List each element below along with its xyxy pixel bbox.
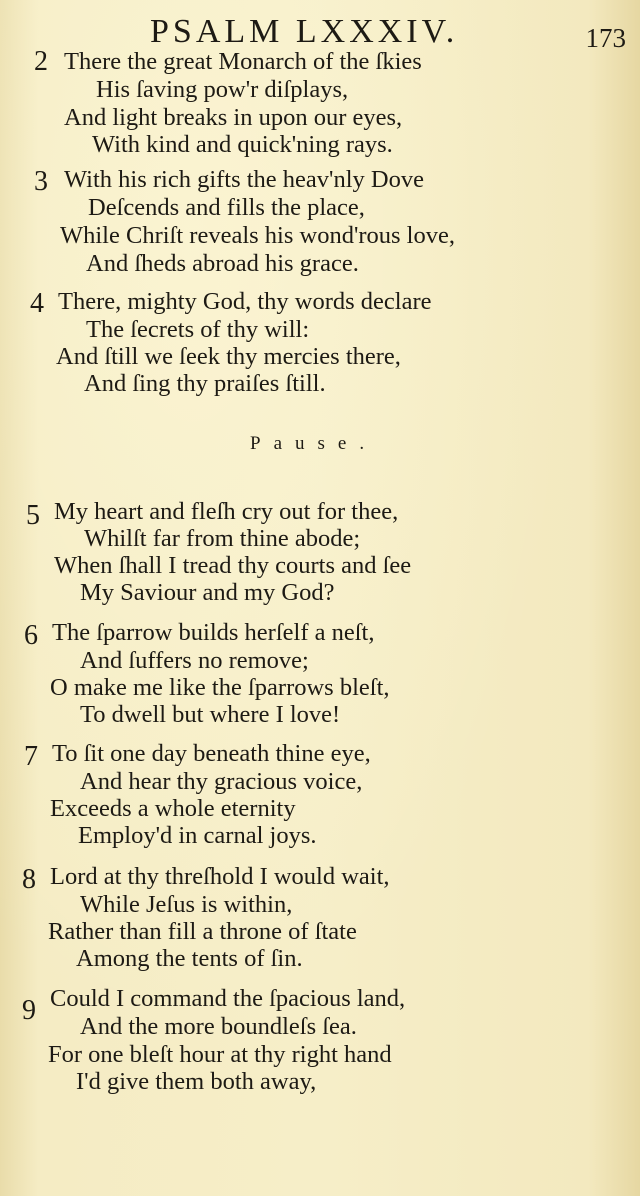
verse-line: With his rich gifts the heav'nly Dove bbox=[64, 166, 424, 193]
verse-line: His ſaving pow'r diſplays, bbox=[96, 76, 349, 103]
verse-line: And hear thy gracious voice, bbox=[80, 768, 363, 795]
verse-line: My Saviour and my God? bbox=[80, 579, 335, 606]
verse-line: Lord at thy threſhold I would wait, bbox=[50, 863, 390, 890]
verse-line: My heart and fleſh cry out for thee, bbox=[54, 498, 399, 525]
verse-line: While Jeſus is within, bbox=[80, 891, 293, 918]
verse-line: To ſit one day beneath thine eye, bbox=[52, 740, 371, 767]
verse-line: I'd give them both away, bbox=[76, 1068, 317, 1095]
verse-line: O make me like the ſparrows bleſt, bbox=[50, 674, 390, 701]
verse-line: There the great Monarch of the ſkies bbox=[64, 48, 422, 75]
verse-number: 6 bbox=[24, 620, 38, 651]
verse-line: And ſuffers no remove; bbox=[80, 647, 309, 674]
verse-line: Rather than fill a throne of ſtate bbox=[48, 918, 357, 945]
verse-line: Could I command the ſpacious land, bbox=[50, 985, 406, 1012]
verse-number: 8 bbox=[22, 864, 36, 895]
verse-line: Whilſt far from thine abode; bbox=[84, 525, 361, 552]
verse-line: With kind and quick'ning rays. bbox=[92, 131, 393, 158]
verse-line: While Chriſt reveals his wond'rous love, bbox=[60, 222, 455, 249]
verse-line: To dwell but where I love! bbox=[80, 701, 341, 728]
page-header bbox=[0, 12, 640, 52]
verse-line: The ſparrow builds herſelf a neſt, bbox=[52, 619, 375, 646]
verse-line: There, mighty God, thy words declare bbox=[58, 288, 432, 315]
verse-number: 9 bbox=[22, 995, 36, 1026]
verse-line: Exceeds a whole eternity bbox=[50, 795, 296, 822]
verse-line: And ſheds abroad his grace. bbox=[86, 250, 359, 277]
verse-line: And light breaks in upon our eyes, bbox=[64, 104, 403, 131]
verse-number: 7 bbox=[24, 741, 38, 772]
verse-number: 4 bbox=[30, 288, 44, 319]
verse-line: And ſtill we ſeek thy mercies there, bbox=[56, 343, 401, 370]
verse-line: And the more boundleſs ſea. bbox=[80, 1013, 357, 1040]
running-title: PSALM LXXXIV. bbox=[150, 13, 459, 50]
verse-line: Among the tents of ſin. bbox=[76, 945, 303, 972]
verse-number: 5 bbox=[26, 500, 40, 531]
verse-number: 2 bbox=[34, 46, 48, 77]
verse-line: The ſecrets of thy will: bbox=[86, 316, 310, 343]
verse-line: For one bleſt hour at thy right hand bbox=[48, 1041, 392, 1068]
verse-line: When ſhall I tread thy courts and ſee bbox=[54, 552, 412, 579]
verse-line: Deſcends and fills the place, bbox=[88, 194, 365, 221]
page-number: 173 bbox=[585, 23, 626, 53]
verse-line: Employ'd in carnal joys. bbox=[78, 822, 317, 849]
pause-heading: Pause. bbox=[250, 433, 378, 454]
verse-line: And ſing thy praiſes ſtill. bbox=[84, 370, 326, 397]
verse-number: 3 bbox=[34, 166, 48, 197]
